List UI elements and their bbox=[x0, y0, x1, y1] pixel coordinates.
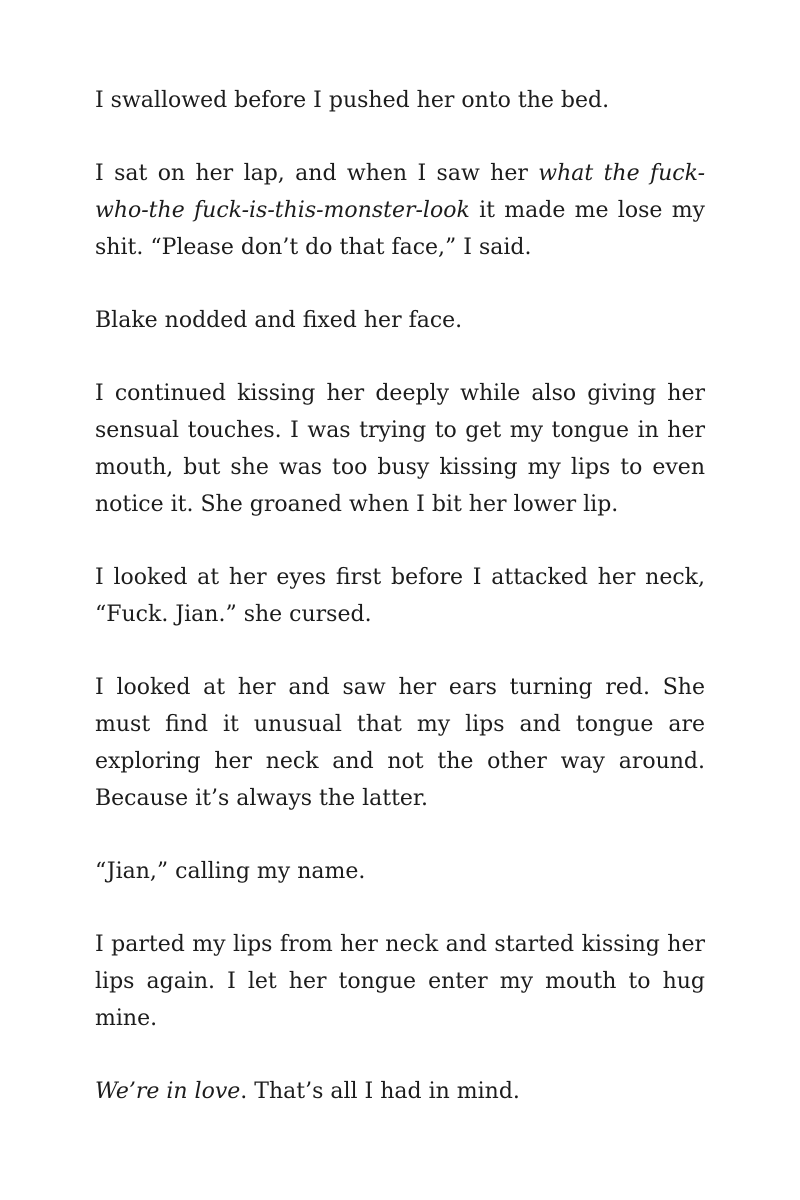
paragraph-8 bbox=[95, 926, 705, 1037]
paragraph-text-after: it made me lose my shit. “Please don’t do that face,” I said. bbox=[95, 198, 705, 260]
paragraph-7 bbox=[95, 853, 705, 890]
paragraph-1 bbox=[95, 82, 705, 119]
paragraph-6 bbox=[95, 669, 705, 817]
paragraph-text: I looked at her eyes first before I attacked her neck, “Fuck. Jian.” she cursed. bbox=[95, 565, 705, 627]
paragraph-text: I swallowed before I pushed her onto the bed. bbox=[95, 88, 610, 113]
paragraph-text: “Jian,” calling my name. bbox=[95, 859, 366, 884]
paragraph-5 bbox=[95, 559, 705, 633]
paragraph-text: I continued kissing her deeply while also giving her sensual touches. I was trying to get my tongue in her mouth, but she was too busy kissing my lips to even notice it. She groaned when I bit her lower lip. bbox=[95, 381, 705, 517]
paragraph-text: I parted my lips from her neck and started kissing her lips again. I let her tongue enter my mouth to hug mine. bbox=[95, 932, 705, 1031]
paragraph-2 bbox=[95, 155, 705, 266]
paragraph-text: Blake nodded and fixed her face. bbox=[95, 308, 463, 333]
paragraph-text-before: I sat on her lap, and when I saw her bbox=[95, 161, 539, 186]
paragraph-3 bbox=[95, 302, 705, 339]
paragraph-italic-phrase: We’re in love bbox=[95, 1079, 241, 1104]
paragraph-4 bbox=[95, 375, 705, 523]
paragraph-italic-phrase: what the fuck-who-the fuck-is-this-monster-look bbox=[95, 161, 706, 223]
paragraph-text: I looked at her and saw her ears turning red. She must find it unusual that my lips and tongue are exploring her neck and not the other way around. Because it’s always the latter. bbox=[95, 675, 705, 811]
paragraph-9 bbox=[95, 1073, 705, 1110]
story-page bbox=[95, 82, 705, 1110]
paragraph-text-after: . That’s all I had in mind. bbox=[240, 1079, 520, 1104]
